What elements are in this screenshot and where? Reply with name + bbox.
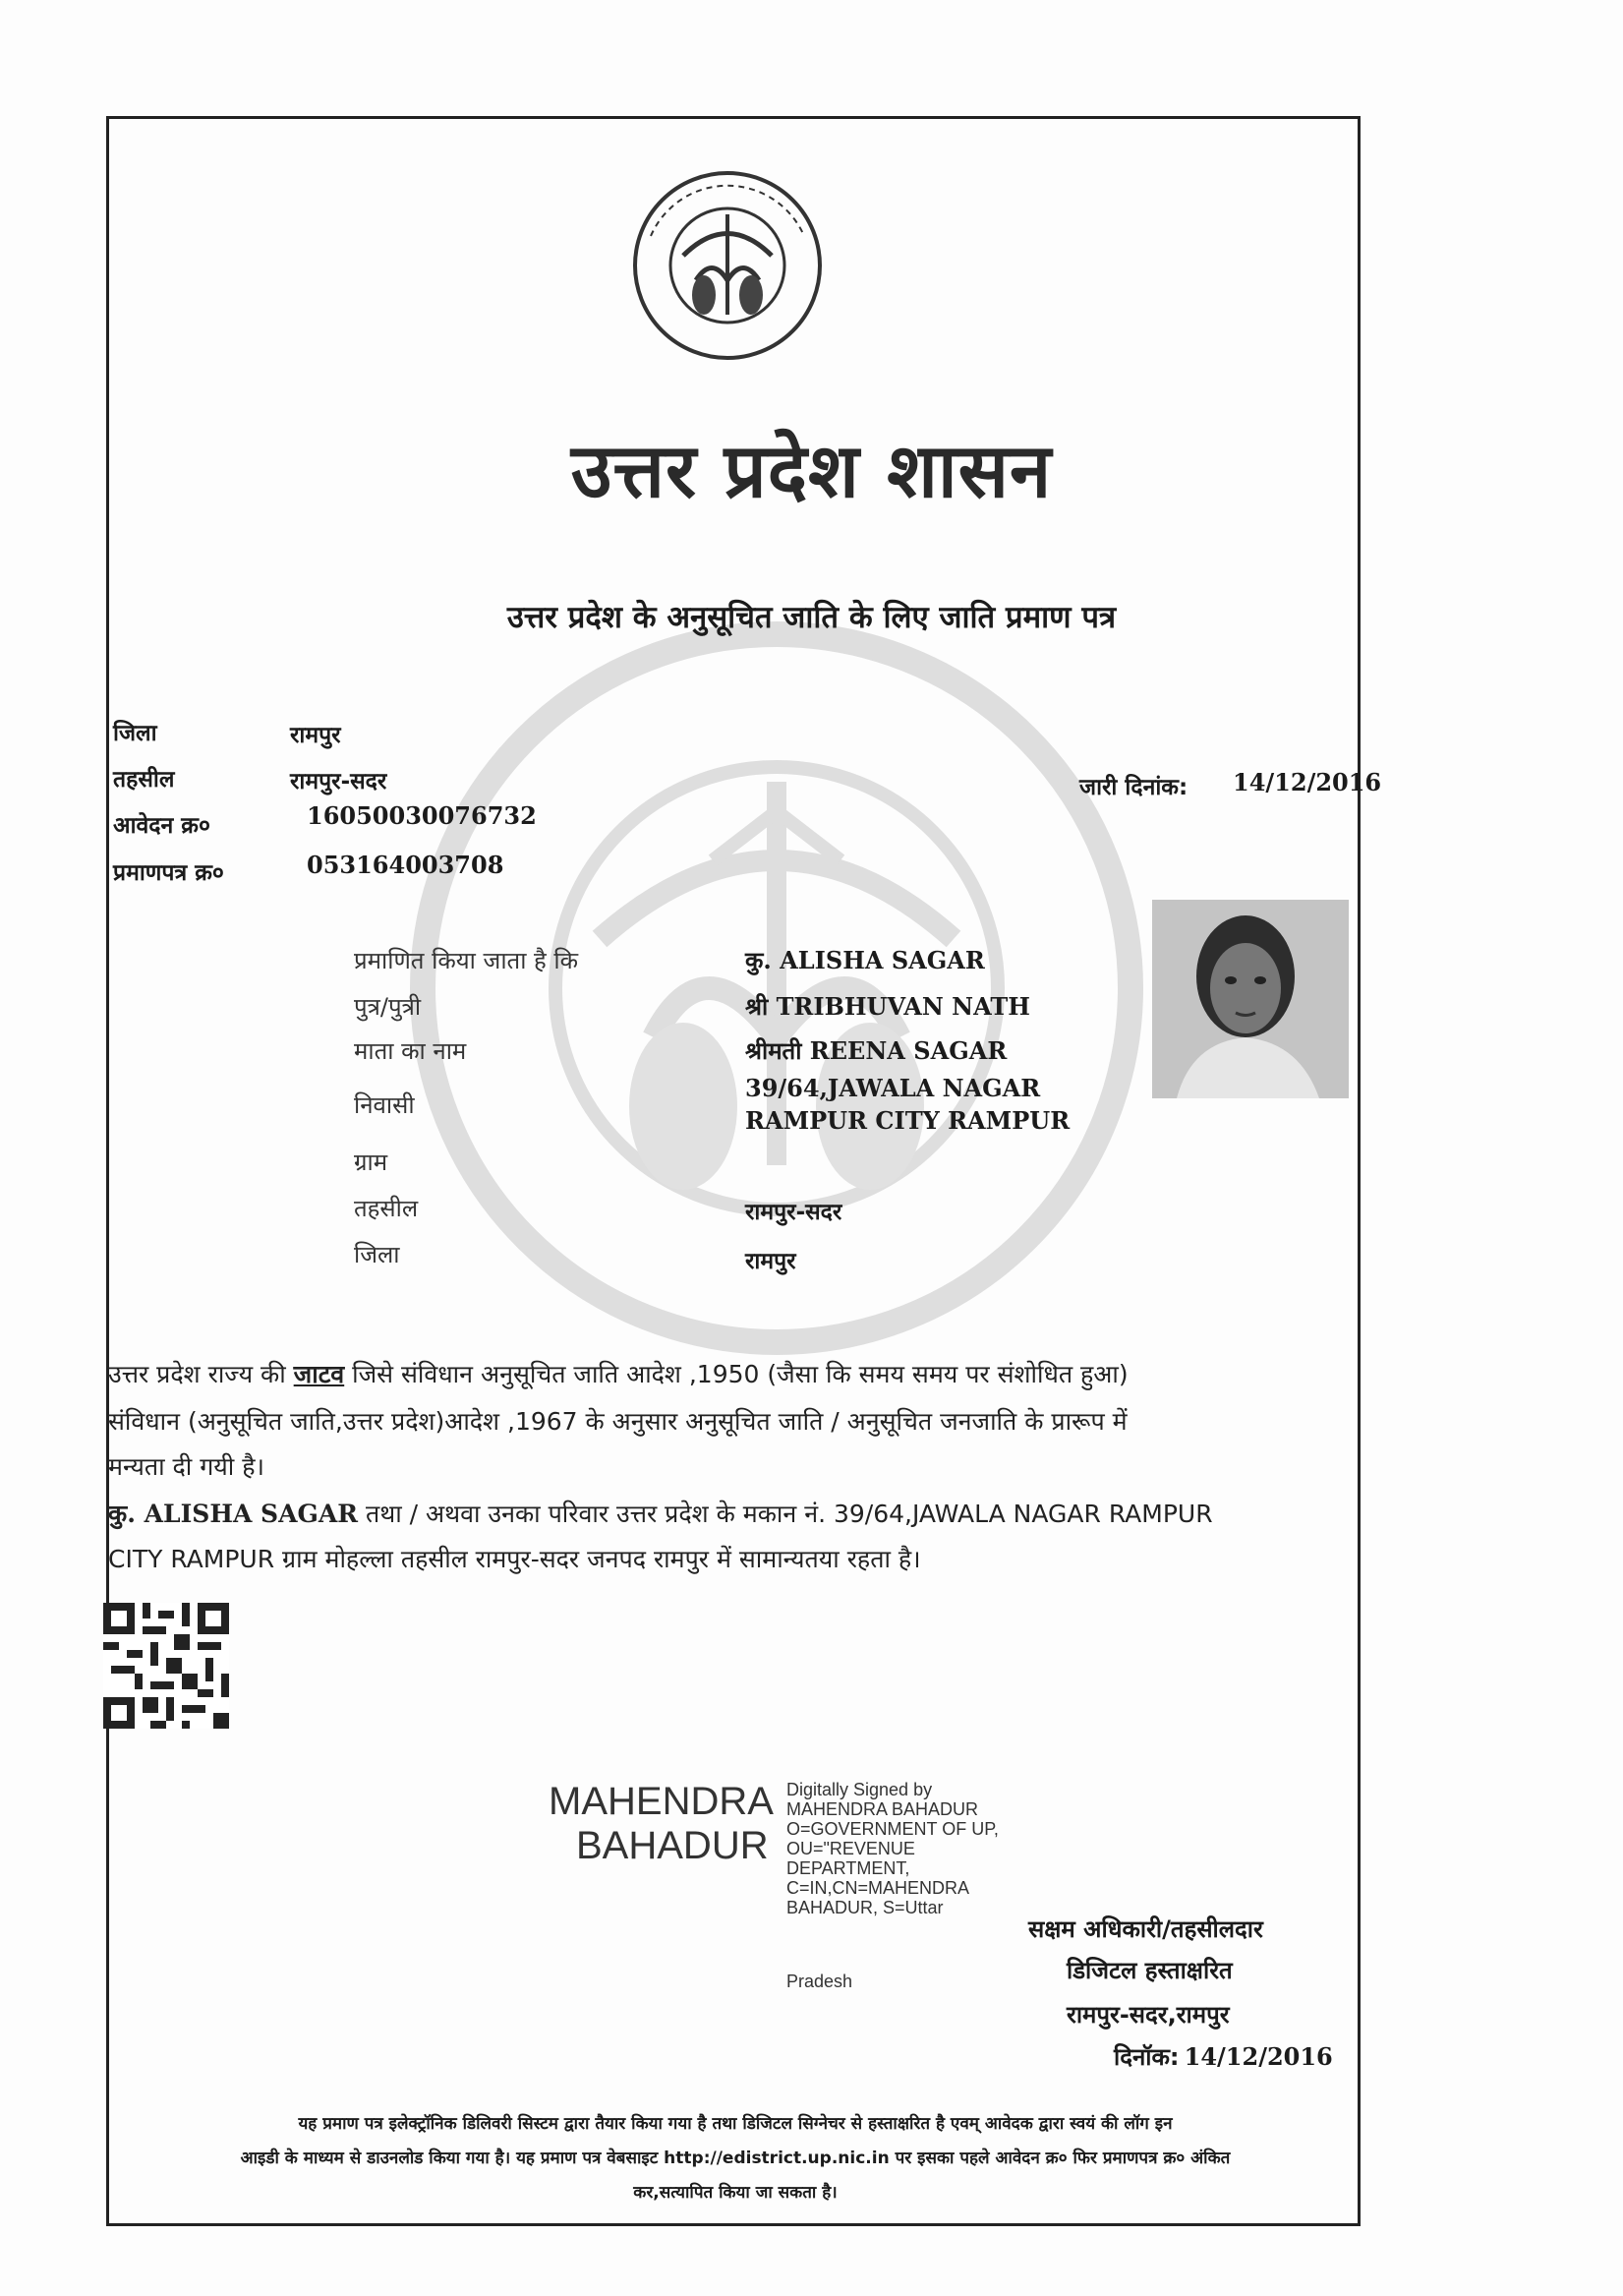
village-label: ग्राम	[354, 1148, 388, 1176]
certified-value: कु. ALISHA SAGAR	[745, 946, 985, 974]
p2-name: कु. ALISHA SAGAR	[108, 1500, 359, 1528]
application-no-value: 16050030076732	[307, 801, 537, 830]
authority-date-label: दिनॉक:	[1114, 2043, 1180, 2071]
authority-office: रामपुर-सदर,रामपुर	[1067, 2001, 1230, 2029]
signer-name-line2: BAHADUR	[576, 1824, 769, 1867]
p1-line1-pre: उत्तर प्रदेश राज्य की	[108, 1360, 294, 1388]
tehsil-label: तहसील	[113, 767, 175, 793]
paragraph-2-line-2: CITY RAMPUR ग्राम मोहल्ला तहसील रामपुर-सदर जनपद रामपुर में सामान्यतया रहता है।	[108, 1545, 921, 1573]
footer-line-3: कर,सत्यापित किया जा सकता है।	[633, 2183, 838, 2203]
footer-line-1: यह प्रमाण पत्र इलेक्ट्रॉनिक डिलिवरी सिस्टम द्वारा तैयार किया गया है तथा डिजिटल सिग्नेचर से हस्ताक्षरित है एवम् आवेदक द्वारा स्वयं की लॉग इन	[298, 2114, 1173, 2134]
resident-value-line2: RAMPUR CITY RAMPUR	[745, 1106, 1071, 1135]
paragraph-1-line-2: संविधान (अनुसूचित जाति,उत्तर प्रदेश)आदेश ,1967 के अनुसार अनुसूचित जाति / अनुसूचित जनजाति के प्रारूप में	[108, 1407, 1128, 1436]
certified-label: प्रमाणित किया जाता है कि	[354, 947, 579, 974]
applicant-photo	[1152, 900, 1349, 1098]
resident-value-line1: 39/64,JAWALA NAGAR	[745, 1074, 1041, 1102]
authority-digital-signed: डिजिटल हस्ताक्षरित	[1067, 1957, 1233, 1984]
authority-date	[1114, 2040, 1333, 2073]
state-emblem-icon	[629, 167, 826, 364]
paragraph-1-line-3: मन्यता दी गयी है।	[108, 1452, 264, 1481]
district-detail-label: जिला	[354, 1241, 400, 1268]
digital-signature-text: Digitally Signed by MAHENDRA BAHADUR O=GOVERNMENT OF UP, OU="REVENUE DEPARTMENT, C=IN,CN=MAHENDRA BAHADUR, S=Uttar	[786, 1780, 999, 1917]
paragraph-2-line-1	[108, 1497, 1213, 1530]
district-label: जिला	[113, 721, 157, 746]
mother-label: माता का नाम	[354, 1037, 467, 1065]
p1-line1-post: जिसे संविधान अनुसूचित जाति आदेश ,1950 (जैसा कि समय समय पर संशोधित हुआ)	[344, 1360, 1129, 1388]
p2-line1-post: तथा / अथवा उनका परिवार उत्तर प्रदेश के मकान नं. 39/64,JAWALA NAGAR RAMPUR	[358, 1500, 1213, 1528]
resident-label: निवासी	[354, 1091, 415, 1119]
authority-date-value: 14/12/2016	[1184, 2042, 1333, 2071]
signer-name-line1: MAHENDRA	[549, 1780, 774, 1823]
mother-value: श्रीमती REENA SAGAR	[745, 1036, 1008, 1065]
child-of-value: श्री TRIBHUVAN NATH	[745, 992, 1030, 1021]
issue-date-label: जारी दिनांक:	[1079, 775, 1188, 800]
authority-designation: सक्षम अधिकारी/तहसीलदार	[1028, 1915, 1263, 1943]
certificate-no-value: 053164003708	[307, 851, 504, 879]
child-of-label: पुत्र/पुत्री	[354, 993, 422, 1021]
qr-code-icon	[103, 1603, 229, 1729]
certificate-title: उत्तर प्रदेश के अनुसूचित जाति के लिए जाति प्रमाण पत्र	[506, 600, 1117, 635]
tehsil-detail-value: रामपुर-सदर	[745, 1200, 842, 1225]
tehsil-value: रामपुर-सदर	[290, 769, 387, 795]
district-detail-value: रामपुर	[745, 1249, 796, 1274]
caste-name: जाटव	[293, 1360, 345, 1388]
application-no-label: आवेदन क्र०	[113, 813, 210, 839]
tehsil-detail-label: तहसील	[354, 1195, 419, 1222]
government-title: उत्तर प्रदेश शासन	[570, 427, 1053, 514]
digital-signature-text-end: Pradesh	[786, 1972, 853, 1991]
certificate-no-label: प्रमाणपत्र क्र०	[113, 860, 224, 886]
issue-date-value: 14/12/2016	[1233, 768, 1382, 796]
district-value: रामपुर	[290, 723, 341, 748]
footer-line-2: आइडी के माध्यम से डाउनलोड किया गया है। यह प्रमाण पत्र वेबसाइट http://edistrict.up.nic.in पर इसका पहले आवेदन क्र० फिर प्रमाणपत्र क्र० अंकित	[240, 2149, 1231, 2168]
paragraph-1-line-1	[108, 1357, 1129, 1390]
